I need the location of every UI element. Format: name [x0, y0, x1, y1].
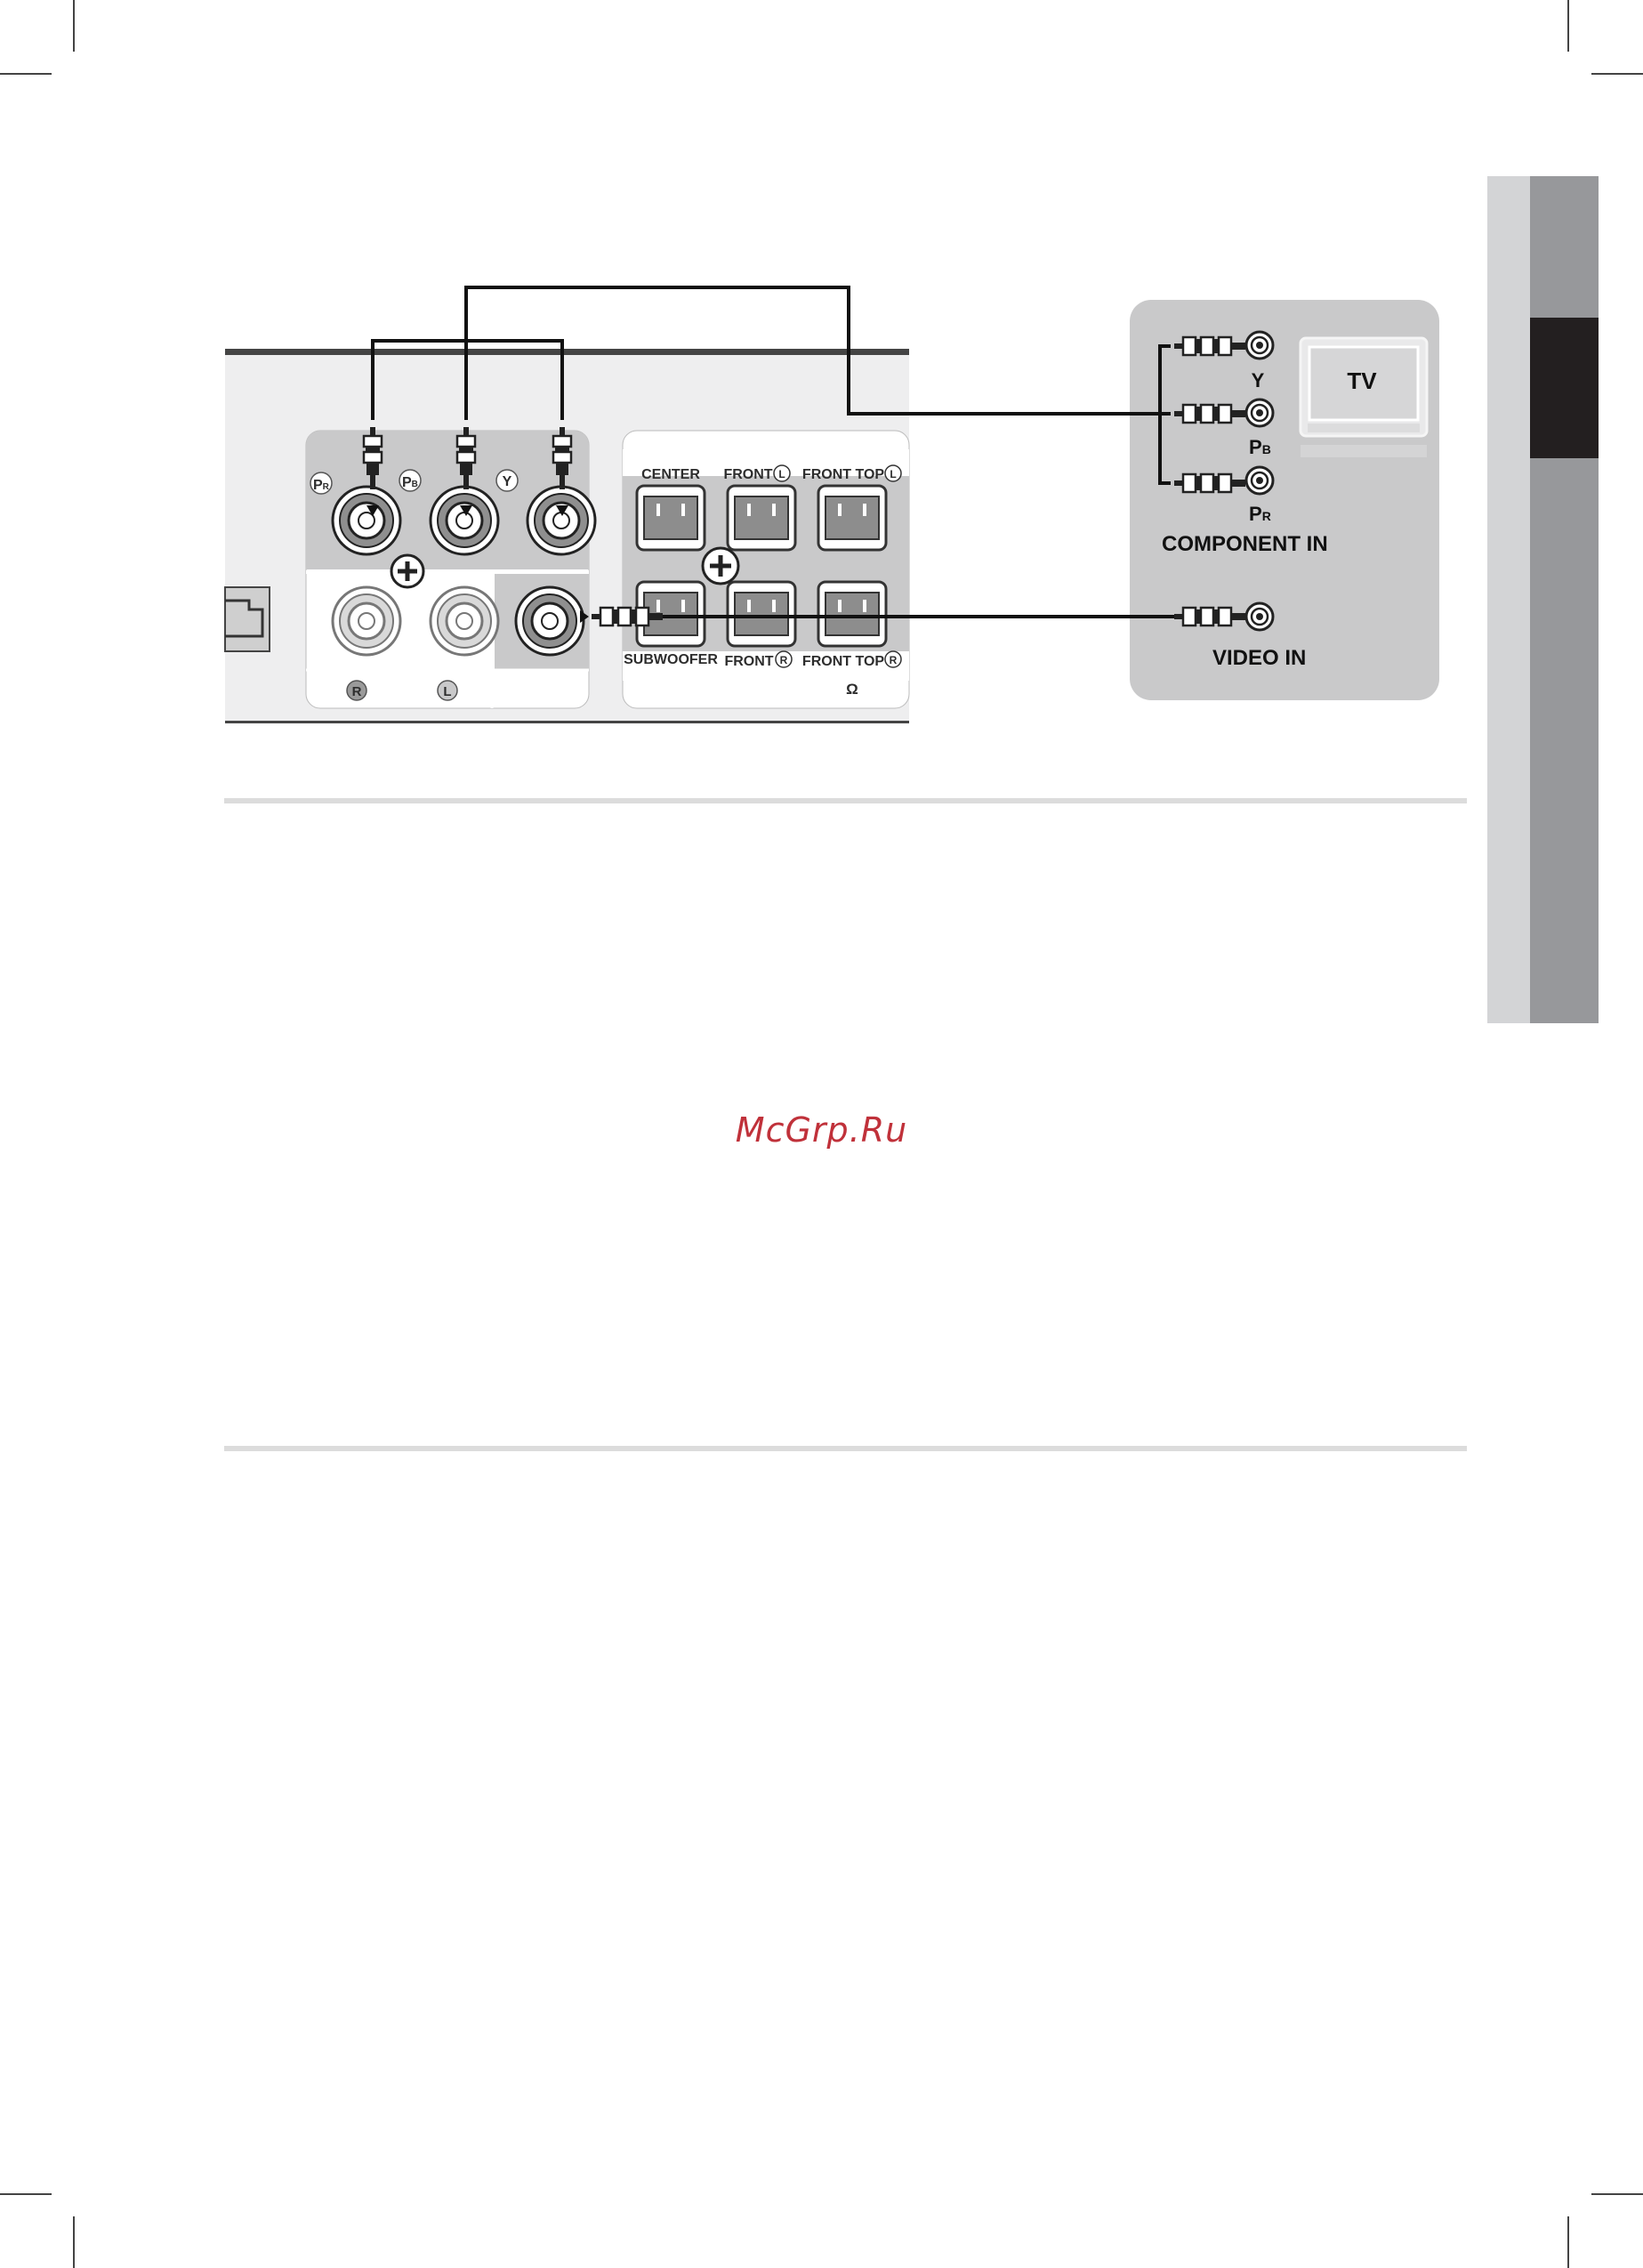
speaker-front-l-label: FRONT	[723, 467, 773, 482]
tv-component-y-jack[interactable]	[1246, 332, 1273, 359]
speaker-front-r-terminal[interactable]	[728, 582, 795, 646]
section-divider-1	[224, 798, 1467, 803]
tv-component-pr-jack[interactable]	[1246, 467, 1273, 494]
video-out-jack[interactable]	[516, 587, 584, 655]
tv-video-in-jack[interactable]	[1246, 603, 1273, 630]
video-in-label: VIDEO IN	[1212, 646, 1307, 670]
receiver-pr-label: PR	[313, 478, 329, 493]
tv-pb-label: PB	[1249, 436, 1271, 458]
tv-screen-label: TV	[1347, 367, 1377, 394]
tv-pr-label: PR	[1249, 503, 1271, 525]
crop-mark-bottom-right-h	[1591, 2193, 1643, 2195]
speaker-front-l-terminal[interactable]	[728, 486, 795, 550]
component-out-pr-jack[interactable]	[333, 487, 400, 554]
audio-in-l-jack[interactable]	[431, 587, 498, 655]
svg-text:R: R	[779, 654, 788, 666]
audio-r-label: R	[351, 684, 362, 699]
speaker-front-top-l-terminal[interactable]	[818, 486, 886, 550]
speaker-front-r-label: FRONT	[724, 654, 774, 669]
receiver-pb-label: PB	[402, 475, 418, 490]
speaker-center-terminal[interactable]	[637, 486, 705, 550]
speaker-front-top-r-label: FRONT TOP	[801, 654, 885, 669]
tv-input-panel	[1130, 300, 1439, 700]
component-in-label: COMPONENT IN	[1162, 532, 1328, 556]
audio-in-r-jack[interactable]	[333, 587, 400, 655]
tv-component-pb-jack[interactable]	[1246, 400, 1273, 426]
speaker-center-label: CENTER	[641, 467, 700, 482]
av-jack-module	[306, 431, 595, 708]
svg-text:L: L	[890, 468, 897, 480]
crop-mark-bottom-left-v	[73, 2216, 75, 2268]
optical-input-port	[225, 587, 270, 651]
speaker-front-top-r-terminal[interactable]	[818, 582, 886, 646]
svg-text:R: R	[889, 654, 898, 666]
impedance-label: Ω	[846, 681, 858, 698]
audio-l-label: L	[443, 684, 452, 699]
watermark-text: McGrp.Ru	[735, 1110, 908, 1150]
receiver-rear-panel	[225, 349, 909, 723]
section-divider-2	[224, 1446, 1467, 1451]
speaker-terminal-module	[623, 431, 909, 708]
component-out-y-jack[interactable]	[528, 487, 595, 554]
speaker-subwoofer-label: SUBWOOFER	[624, 652, 718, 667]
speaker-front-top-l-label: FRONT TOP	[801, 467, 885, 482]
crop-mark-bottom-left-h	[0, 2193, 52, 2195]
crop-mark-bottom-right-v	[1567, 2216, 1569, 2268]
tv-y-label: Y	[1251, 369, 1265, 391]
svg-text:L: L	[778, 468, 785, 480]
component-out-pb-jack[interactable]	[431, 487, 498, 554]
connection-diagram	[0, 0, 1643, 783]
receiver-y-label: Y	[502, 474, 512, 489]
